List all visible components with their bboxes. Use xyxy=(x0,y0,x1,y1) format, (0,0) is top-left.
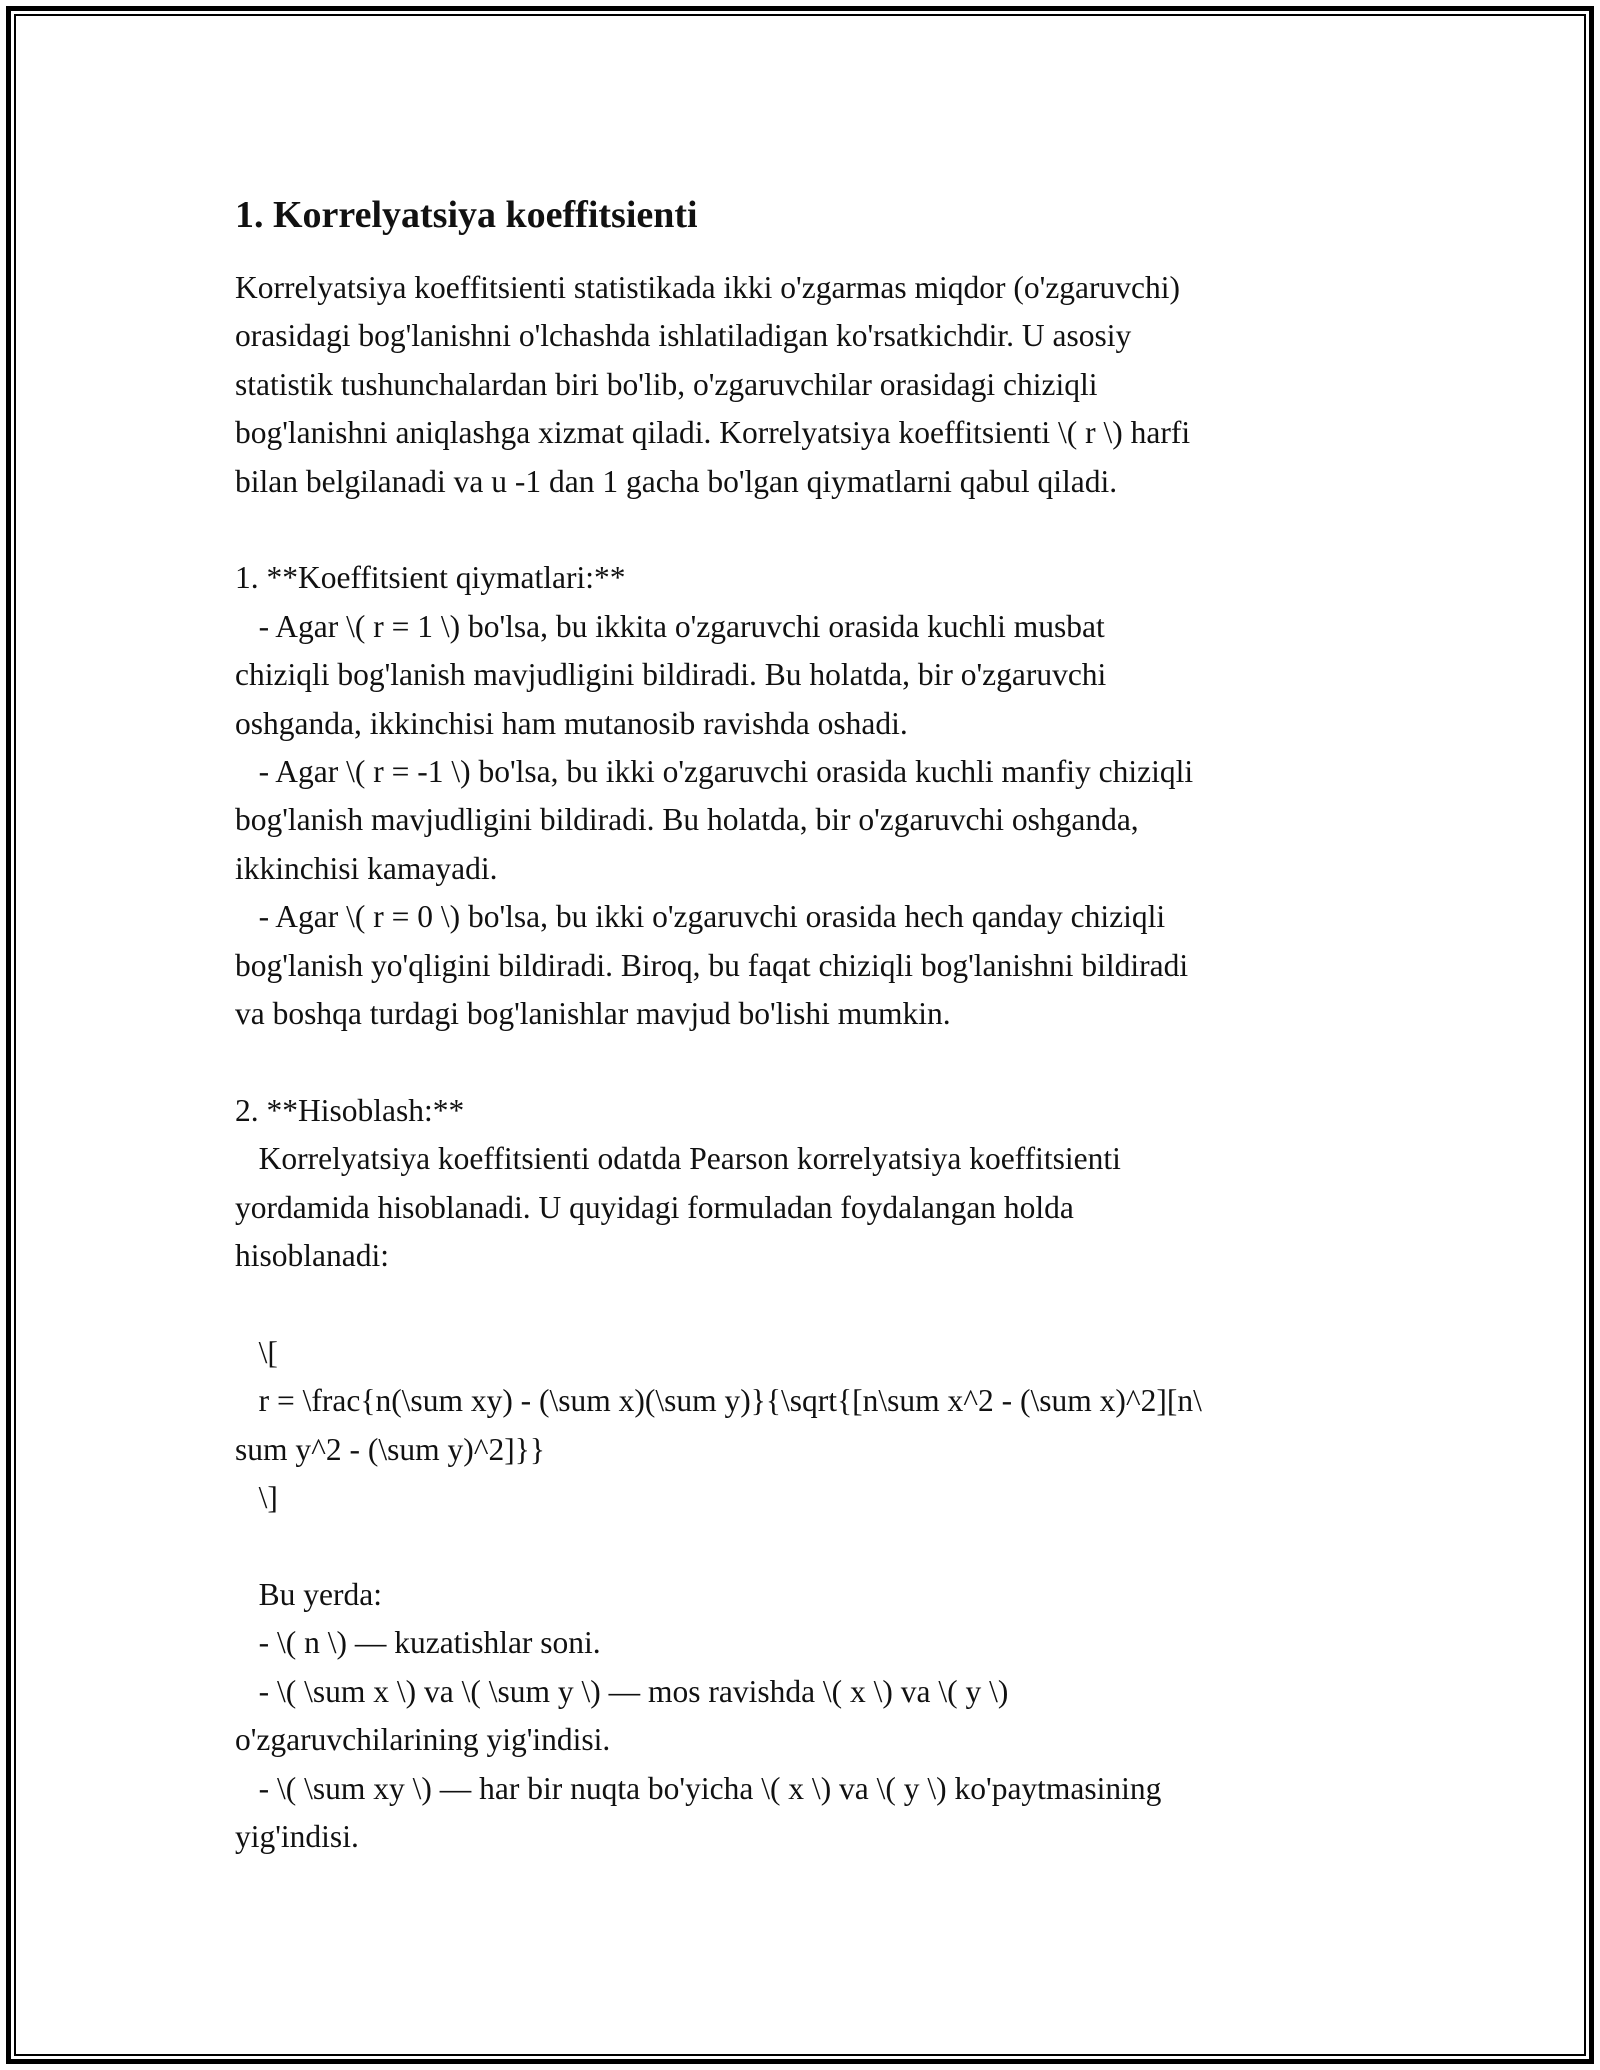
text-line: oshganda, ikkinchisi ham mutanosib ravishda oshadi. xyxy=(235,705,908,741)
text-line: 1. **Koeffitsient qiymatlari:** xyxy=(235,560,626,596)
text-line: - \( \sum x \) va \( \sum y \) — mos ravishda \( x \) va \( y \) xyxy=(235,1673,1009,1709)
document-page xyxy=(235,185,1375,1861)
text-line: \[ xyxy=(235,1334,278,1370)
text-line: - \( \sum xy \) — har bir nuqta bo'yicha \( x \) va \( y \) ko'paytmasining xyxy=(235,1770,1162,1806)
text-line: \] xyxy=(235,1480,278,1516)
text-line: bog'lanish yo'qligini bildiradi. Biroq, bu faqat chiziqli bog'lanishni bildiradi xyxy=(235,947,1189,983)
section-title: 1. Korrelyatsiya koeffitsienti xyxy=(235,194,698,236)
text-line: - \( n \) — kuzatishlar soni. xyxy=(235,1625,601,1661)
text-line: - Agar \( r = 0 \) bo'lsa, bu ikki o'zgaruvchi orasida hech qanday chiziqli xyxy=(235,899,1166,935)
blank-line xyxy=(235,506,1375,554)
text-line: sum y^2 - (\sum y)^2]}} xyxy=(235,1431,546,1467)
text-line: statistik tushunchalardan biri bo'lib, o'zgaruvchilar orasidagi chiziqli xyxy=(235,366,1098,402)
blank-line xyxy=(235,1281,1375,1329)
text-line: orasidagi bog'lanishni o'lchashda ishlatiladigan ko'rsatkichdir. U asosiy xyxy=(235,318,1132,354)
text-line: Bu yerda: xyxy=(235,1576,382,1612)
blank-line xyxy=(235,1523,1375,1571)
text-line: Korrelyatsiya koeffitsienti statistikada ikki o'zgarmas miqdor (o'zgaruvchi) xyxy=(235,270,1180,305)
text-line: - Agar \( r = -1 \) bo'lsa, bu ikki o'zgaruvchi orasida kuchli manfiy chiziqli xyxy=(235,754,1194,790)
blank-line xyxy=(235,1038,1375,1086)
text-line: yig'indisi. xyxy=(235,1818,359,1854)
text-line: r = \frac{n(\sum xy) - (\sum x)(\sum y)}{\sqrt{[n\sum x^2 - (\sum x)^2][n\ xyxy=(235,1383,1202,1419)
text-line: 2. **Hisoblash:** xyxy=(235,1092,465,1128)
text-line: bilan belgilanadi va u -1 dan 1 gacha bo'lgan qiymatlarni qabul qiladi. xyxy=(235,463,1118,499)
text-line: bog'lanishni aniqlashga xizmat qiladi. Korrelyatsiya koeffitsienti \( r \) harfi xyxy=(235,415,1191,451)
text-line: bog'lanish mavjudligini bildiradi. Bu holatda, bir o'zgaruvchi oshganda, xyxy=(235,802,1139,838)
text-line: chiziqli bog'lanish mavjudligini bildiradi. Bu holatda, bir o'zgaruvchi xyxy=(235,657,1107,693)
text-line: va boshqa turdagi bog'lanishlar mavjud bo'lishi mumkin. xyxy=(235,996,951,1032)
text-line: - Agar \( r = 1 \) bo'lsa, bu ikkita o'zgaruvchi orasida kuchli musbat xyxy=(235,608,1105,644)
document-body xyxy=(235,264,1375,1861)
text-line: hisoblanadi: xyxy=(235,1238,389,1274)
text-line: o'zgaruvchilarining yig'indisi. xyxy=(235,1722,611,1758)
text-line: Korrelyatsiya koeffitsienti odatda Pearson korrelyatsiya koeffitsienti xyxy=(235,1141,1121,1177)
text-line: ikkinchisi kamayadi. xyxy=(235,850,498,886)
text-line: yordamida hisoblanadi. U quyidagi formuladan foydalangan holda xyxy=(235,1189,1074,1225)
